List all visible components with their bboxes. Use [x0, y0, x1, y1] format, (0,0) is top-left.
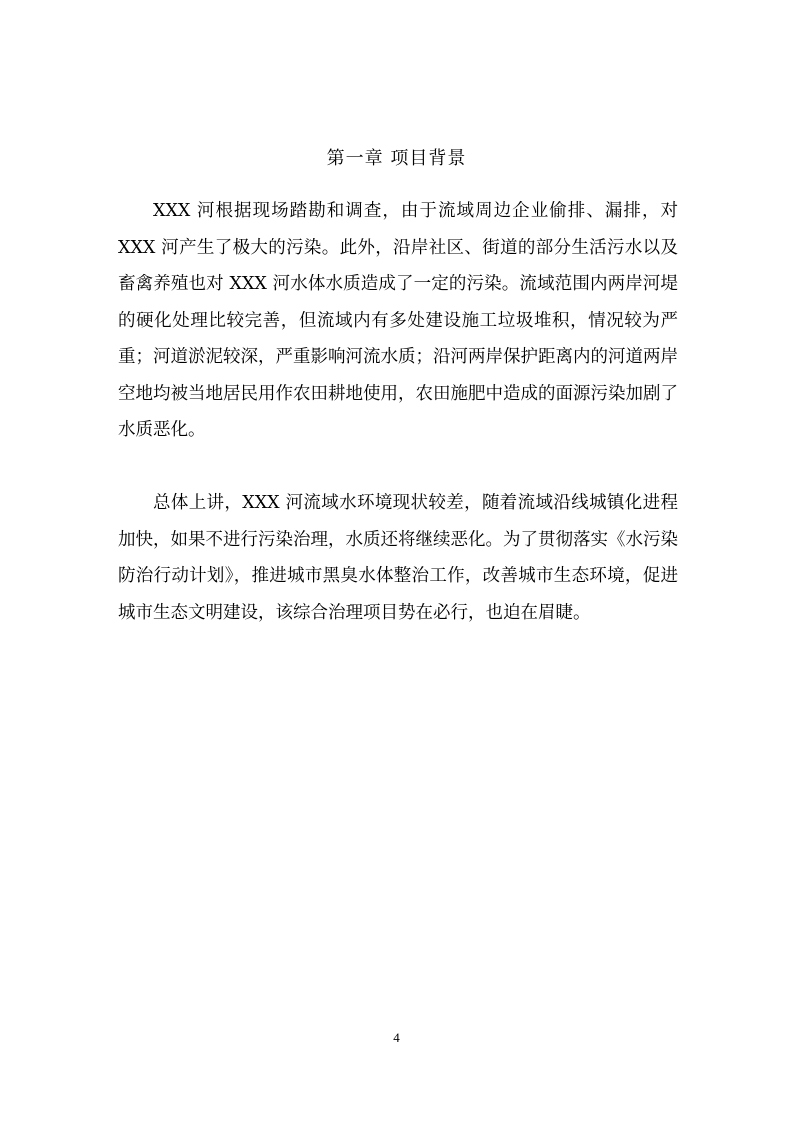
paragraph-1: XXX 河根据现场踏勘和调查，由于流域周边企业偷排、漏排，对 XXX 河产生了极大的污染。此外，沿岸社区、街道的部分生活污水以及畜禽养殖也对 XXX 河水体水质造成了一定的污染。流域范围内两岸河堤的硬化处理比较完善，但流域内有多处建设施工垃圾堆积，情况较为严重；河道淤泥较深，严重影响河流水质；沿河两岸保护距离内的河道两岸空地均被当地居民用作农田耕地使用，农田施肥中造成的面源污染加剧了水质恶化。 [118, 201, 678, 440]
paragraph-2: 总体上讲，XXX 河流域水环境现状较差，随着流域沿线城镇化进程加快，如果不进行污染治理，水质还将继续恶化。为了贯彻落实《水污染防治行动计划》，推进城市黑臭水体整治工作，改善城市生态环境，促进城市生态文明建设，该综合治理项目势在必行，也迫在眉睫。 [118, 493, 678, 623]
chapter-title: 第一章 项目背景 [326, 148, 467, 169]
page-number: 4 [393, 1030, 400, 1045]
